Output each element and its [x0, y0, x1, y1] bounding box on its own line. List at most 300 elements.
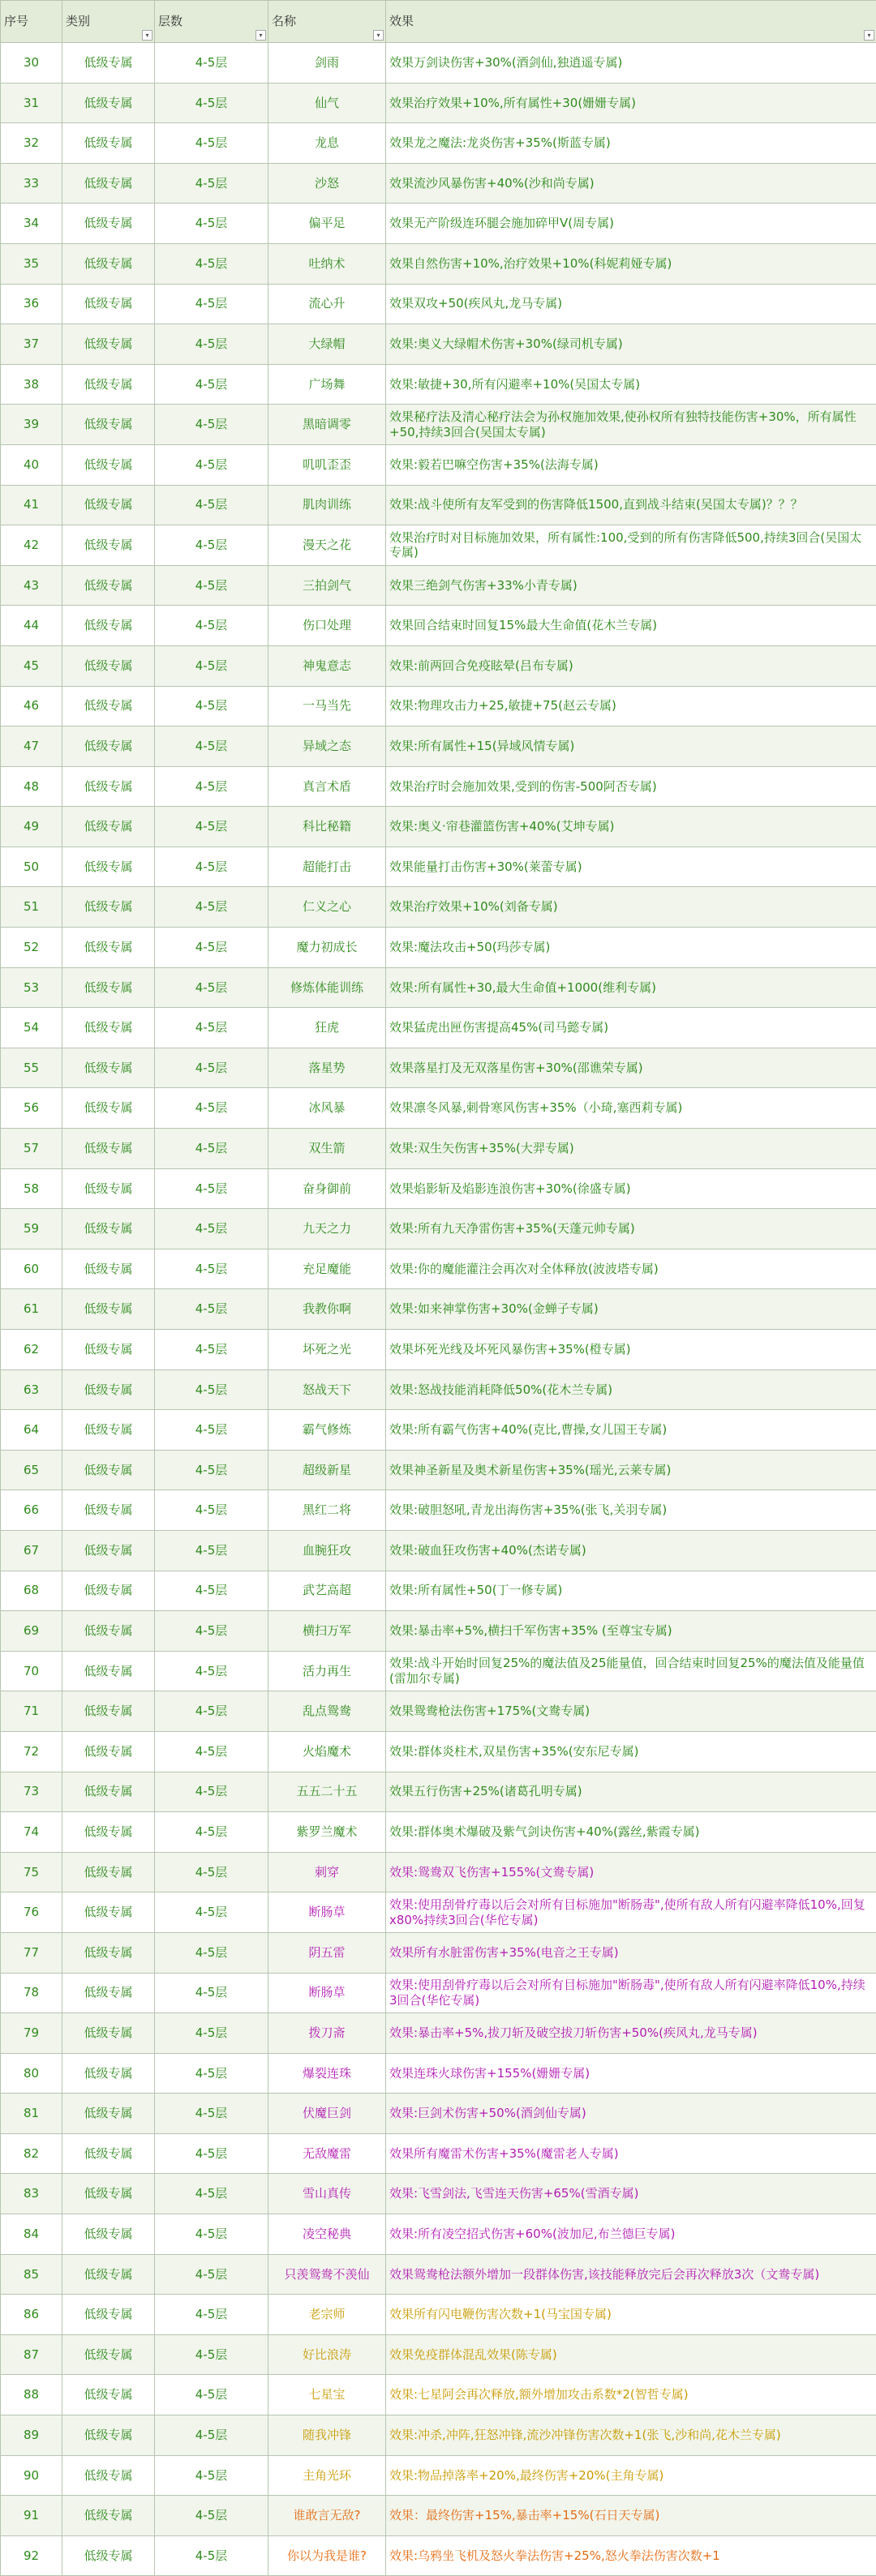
cell-effect[interactable]: 效果:所有凌空招式伤害+60%(波加尼,布兰德巨专属) — [386, 2214, 876, 2255]
cell-name[interactable]: 真言术盾 — [268, 766, 386, 807]
cell-no[interactable]: 38 — [1, 364, 62, 405]
cell-level[interactable]: 4-5层 — [155, 928, 268, 968]
cell-name[interactable]: 断肠草 — [268, 1892, 386, 1933]
cell-category[interactable]: 低级专属 — [62, 606, 155, 646]
cell-effect[interactable]: 效果:魔法攻击+50(玛莎专属) — [386, 928, 876, 968]
cell-no[interactable]: 64 — [1, 1410, 62, 1451]
cell-no[interactable]: 45 — [1, 645, 62, 686]
cell-effect[interactable]: 效果:飞雪剑法,飞雪连天伤害+65%(雪酒专属) — [386, 2174, 876, 2214]
cell-name[interactable]: 充足魔能 — [268, 1249, 386, 1289]
cell-no[interactable]: 37 — [1, 324, 62, 365]
cell-name[interactable]: 主角光环 — [268, 2455, 386, 2496]
cell-category[interactable]: 低级专属 — [62, 1973, 155, 2013]
cell-effect[interactable]: 效果:暴击率+5%,拔刀斩及破空拔刀斩伤害+50%(疾风丸,龙马专属) — [386, 2013, 876, 2054]
cell-effect[interactable]: 效果连珠火球伤害+155%(姗姗专属) — [386, 2053, 876, 2094]
cell-name[interactable]: 仙气 — [268, 83, 386, 123]
cell-category[interactable]: 低级专属 — [62, 1932, 155, 1973]
header-no[interactable] — [1, 1, 62, 43]
cell-no[interactable]: 43 — [1, 565, 62, 606]
cell-no[interactable]: 46 — [1, 686, 62, 727]
cell-effect[interactable]: 效果:乌鸦坐飞机及怒火拳法伤害+25%,怒火拳法伤害次数+1 — [386, 2535, 876, 2576]
cell-effect[interactable]: 效果:群体炎柱术,双星伤害+35%(安东尼专属) — [386, 1731, 876, 1772]
cell-effect[interactable]: 效果:巨剑术伤害+50%(酒剑仙专属) — [386, 2094, 876, 2134]
cell-no[interactable]: 42 — [1, 525, 62, 566]
cell-no[interactable]: 87 — [1, 2334, 62, 2375]
cell-category[interactable]: 低级专属 — [62, 2496, 155, 2536]
cell-level[interactable]: 4-5层 — [155, 1249, 268, 1289]
cell-level[interactable]: 4-5层 — [155, 1330, 268, 1370]
cell-category[interactable]: 低级专属 — [62, 1892, 155, 1933]
cell-category[interactable]: 低级专属 — [62, 2254, 155, 2295]
cell-effect[interactable]: 效果治疗效果+10%(刘备专属) — [386, 887, 876, 928]
cell-category[interactable]: 低级专属 — [62, 2214, 155, 2255]
cell-name[interactable]: 只羡鸳鸯不羡仙 — [268, 2254, 386, 2295]
cell-name[interactable]: 紫罗兰魔术 — [268, 1812, 386, 1853]
cell-name[interactable]: 黑暗调零 — [268, 405, 386, 445]
cell-name[interactable]: 阴五雷 — [268, 1932, 386, 1973]
cell-effect[interactable]: 效果:双生矢伤害+35%(大羿专属) — [386, 1129, 876, 1169]
cell-category[interactable]: 低级专属 — [62, 2295, 155, 2335]
cell-no[interactable]: 48 — [1, 766, 62, 807]
cell-name[interactable]: 五五二十五 — [268, 1772, 386, 1812]
cell-name[interactable]: 老宗师 — [268, 2295, 386, 2335]
cell-no[interactable]: 63 — [1, 1369, 62, 1410]
cell-category[interactable]: 低级专属 — [62, 1008, 155, 1048]
cell-level[interactable]: 4-5层 — [155, 2455, 268, 2496]
cell-effect[interactable]: 效果:奥义·帘巷灌篮伤害+40%(艾坤专属) — [386, 807, 876, 847]
cell-name[interactable]: 乱点鸳鸯 — [268, 1691, 386, 1732]
header-category[interactable] — [62, 1, 155, 43]
cell-effect[interactable]: 效果鸳鸯枪法伤害+175%(文鸯专属) — [386, 1691, 876, 1732]
cell-level[interactable]: 4-5层 — [155, 1973, 268, 2013]
cell-name[interactable]: 血腕狂攻 — [268, 1530, 386, 1571]
cell-category[interactable]: 低级专属 — [62, 485, 155, 525]
cell-effect[interactable]: 效果双攻+50(疾风丸,龙马专属) — [386, 284, 876, 324]
cell-no[interactable]: 70 — [1, 1651, 62, 1691]
cell-level[interactable]: 4-5层 — [155, 645, 268, 686]
cell-level[interactable]: 4-5层 — [155, 686, 268, 727]
cell-category[interactable]: 低级专属 — [62, 83, 155, 123]
cell-name[interactable]: 龙息 — [268, 123, 386, 164]
cell-level[interactable]: 4-5层 — [155, 1731, 268, 1772]
cell-effect[interactable]: 效果:群体奥术爆破及紫气剑诀伤害+40%(露丝,紫霞专属) — [386, 1812, 876, 1853]
cell-effect[interactable]: 效果治疗时会施加效果,受到的伤害-500阿否专属) — [386, 766, 876, 807]
cell-no[interactable]: 44 — [1, 606, 62, 646]
cell-level[interactable]: 4-5层 — [155, 1450, 268, 1490]
cell-level[interactable]: 4-5层 — [155, 2496, 268, 2536]
cell-category[interactable]: 低级专属 — [62, 163, 155, 204]
cell-name[interactable]: 谁敢言无敌? — [268, 2496, 386, 2536]
cell-level[interactable]: 4-5层 — [155, 2094, 268, 2134]
cell-no[interactable]: 92 — [1, 2535, 62, 2576]
header-effect[interactable] — [386, 1, 876, 43]
cell-name[interactable]: 一马当先 — [268, 686, 386, 727]
cell-level[interactable]: 4-5层 — [155, 284, 268, 324]
cell-name[interactable]: 仁义之心 — [268, 887, 386, 928]
cell-category[interactable]: 低级专属 — [62, 1048, 155, 1088]
cell-effect[interactable]: 效果:鸳鸯双飞伤害+155%(文鸯专属) — [386, 1852, 876, 1892]
cell-level[interactable]: 4-5层 — [155, 2053, 268, 2094]
cell-name[interactable]: 坏死之光 — [268, 1330, 386, 1370]
cell-name[interactable]: 霸气修炼 — [268, 1410, 386, 1451]
cell-name[interactable]: 凌空秘典 — [268, 2214, 386, 2255]
cell-level[interactable]: 4-5层 — [155, 2375, 268, 2415]
cell-level[interactable]: 4-5层 — [155, 766, 268, 807]
cell-no[interactable]: 47 — [1, 727, 62, 767]
cell-effect[interactable]: 效果神圣新星及奥术新星伤害+35%(瑶光,云莱专属) — [386, 1450, 876, 1490]
cell-no[interactable]: 60 — [1, 1249, 62, 1289]
cell-category[interactable]: 低级专属 — [62, 727, 155, 767]
cell-name[interactable]: 七星宝 — [268, 2375, 386, 2415]
cell-name[interactable]: 奋身御前 — [268, 1168, 386, 1209]
cell-level[interactable]: 4-5层 — [155, 43, 268, 84]
cell-level[interactable]: 4-5层 — [155, 1008, 268, 1048]
cell-category[interactable]: 低级专属 — [62, 284, 155, 324]
cell-no[interactable]: 56 — [1, 1088, 62, 1129]
cell-effect[interactable]: 效果:物理攻击力+25,敏捷+75(赵云专属) — [386, 686, 876, 727]
cell-category[interactable]: 低级专属 — [62, 1369, 155, 1410]
cell-name[interactable]: 冰风暴 — [268, 1088, 386, 1129]
cell-level[interactable]: 4-5层 — [155, 727, 268, 767]
cell-name[interactable]: 大绿帽 — [268, 324, 386, 365]
cell-level[interactable]: 4-5层 — [155, 163, 268, 204]
cell-name[interactable]: 伏魔巨剑 — [268, 2094, 386, 2134]
cell-category[interactable]: 低级专属 — [62, 324, 155, 365]
cell-name[interactable]: 武艺高超 — [268, 1571, 386, 1611]
cell-level[interactable]: 4-5层 — [155, 525, 268, 566]
cell-no[interactable]: 36 — [1, 284, 62, 324]
cell-level[interactable]: 4-5层 — [155, 1772, 268, 1812]
cell-effect[interactable]: 效果落星打及无双落星伤害+30%(邵谯荣专属) — [386, 1048, 876, 1088]
cell-no[interactable]: 53 — [1, 967, 62, 1008]
cell-category[interactable]: 低级专属 — [62, 525, 155, 566]
cell-name[interactable]: 魔力初成长 — [268, 928, 386, 968]
cell-category[interactable]: 低级专属 — [62, 405, 155, 445]
cell-no[interactable]: 75 — [1, 1852, 62, 1892]
cell-no[interactable]: 68 — [1, 1571, 62, 1611]
cell-category[interactable]: 低级专属 — [62, 1330, 155, 1370]
cell-no[interactable]: 31 — [1, 83, 62, 123]
cell-effect[interactable]: 效果:破胆怒吼,青龙出海伤害+35%(张飞,关羽专属) — [386, 1490, 876, 1531]
cell-name[interactable]: 漫天之花 — [268, 525, 386, 566]
cell-level[interactable]: 4-5层 — [155, 2174, 268, 2214]
cell-effect[interactable]: 效果回合结束时回复15%最大生命值(花木兰专属) — [386, 606, 876, 646]
cell-level[interactable]: 4-5层 — [155, 1651, 268, 1691]
cell-category[interactable]: 低级专属 — [62, 847, 155, 887]
cell-level[interactable]: 4-5层 — [155, 2295, 268, 2335]
cell-no[interactable]: 69 — [1, 1611, 62, 1652]
cell-name[interactable]: 怒战天下 — [268, 1369, 386, 1410]
cell-level[interactable]: 4-5层 — [155, 2013, 268, 2054]
cell-level[interactable]: 4-5层 — [155, 1812, 268, 1853]
cell-level[interactable]: 4-5层 — [155, 83, 268, 123]
cell-no[interactable]: 62 — [1, 1330, 62, 1370]
cell-effect[interactable]: 效果五行伤害+25%(诸葛孔明专属) — [386, 1772, 876, 1812]
cell-category[interactable]: 低级专属 — [62, 444, 155, 485]
cell-no[interactable]: 52 — [1, 928, 62, 968]
cell-name[interactable]: 拨刀斋 — [268, 2013, 386, 2054]
cell-category[interactable]: 低级专属 — [62, 928, 155, 968]
cell-level[interactable]: 4-5层 — [155, 2254, 268, 2295]
cell-name[interactable]: 三拍剑气 — [268, 565, 386, 606]
cell-name[interactable]: 九天之力 — [268, 1209, 386, 1249]
cell-level[interactable]: 4-5层 — [155, 2535, 268, 2576]
cell-no[interactable]: 90 — [1, 2455, 62, 2496]
cell-effect[interactable]: 效果:所有九天净雷伤害+35%(天蓬元帅专属) — [386, 1209, 876, 1249]
cell-name[interactable]: 爆裂连珠 — [268, 2053, 386, 2094]
cell-level[interactable]: 4-5层 — [155, 204, 268, 244]
cell-no[interactable]: 74 — [1, 1812, 62, 1853]
cell-category[interactable]: 低级专属 — [62, 2133, 155, 2174]
cell-level[interactable]: 4-5层 — [155, 1691, 268, 1732]
cell-effect[interactable]: 效果万剑诀伤害+30%(酒剑仙,独逍遥专属) — [386, 43, 876, 84]
cell-name[interactable]: 吐纳术 — [268, 243, 386, 284]
cell-level[interactable]: 4-5层 — [155, 1410, 268, 1451]
cell-name[interactable]: 叽叽歪歪 — [268, 444, 386, 485]
cell-level[interactable]: 4-5层 — [155, 405, 268, 445]
cell-name[interactable]: 流心升 — [268, 284, 386, 324]
cell-effect[interactable]: 效果:暴击率+5%,横扫千军伤害+35% (至尊宝专属) — [386, 1611, 876, 1652]
cell-category[interactable]: 低级专属 — [62, 1249, 155, 1289]
cell-level[interactable]: 4-5层 — [155, 1168, 268, 1209]
cell-category[interactable]: 低级专属 — [62, 887, 155, 928]
cell-level[interactable]: 4-5层 — [155, 1892, 268, 1933]
cell-category[interactable]: 低级专属 — [62, 1611, 155, 1652]
cell-no[interactable]: 55 — [1, 1048, 62, 1088]
cell-category[interactable]: 低级专属 — [62, 565, 155, 606]
cell-name[interactable]: 神鬼意志 — [268, 645, 386, 686]
cell-no[interactable]: 82 — [1, 2133, 62, 2174]
cell-name[interactable]: 异域之态 — [268, 727, 386, 767]
cell-level[interactable]: 4-5层 — [155, 1530, 268, 1571]
cell-category[interactable]: 低级专属 — [62, 364, 155, 405]
cell-effect[interactable]: 效果龙之魔法:龙炎伤害+35%(斯蓝专属) — [386, 123, 876, 164]
cell-no[interactable]: 88 — [1, 2375, 62, 2415]
cell-level[interactable]: 4-5层 — [155, 2214, 268, 2255]
cell-effect[interactable]: 效果所有闪电鞭伤害次数+1(马宝国专属) — [386, 2295, 876, 2335]
cell-no[interactable]: 59 — [1, 1209, 62, 1249]
cell-category[interactable]: 低级专属 — [62, 1731, 155, 1772]
filter-dropdown-icon[interactable]: ▾ — [864, 30, 874, 41]
cell-no[interactable]: 84 — [1, 2214, 62, 2255]
cell-effect[interactable]: 效果:七星阿会再次释放,额外增加攻击系数*2(智哲专属) — [386, 2375, 876, 2415]
header-level[interactable] — [155, 1, 268, 43]
cell-effect[interactable]: 效果:怒战技能消耗降低50%(花木兰专属) — [386, 1369, 876, 1410]
cell-name[interactable]: 广场舞 — [268, 364, 386, 405]
cell-category[interactable]: 低级专属 — [62, 2053, 155, 2094]
cell-name[interactable]: 科比秘籍 — [268, 807, 386, 847]
cell-effect[interactable]: 效果:所有霸气伤害+40%(克比,曹操,女儿国王专属) — [386, 1410, 876, 1451]
cell-name[interactable]: 断肠草 — [268, 1973, 386, 2013]
cell-level[interactable]: 4-5层 — [155, 123, 268, 164]
cell-name[interactable]: 伤口处理 — [268, 606, 386, 646]
cell-no[interactable]: 78 — [1, 1973, 62, 2013]
cell-name[interactable]: 肌肉训练 — [268, 485, 386, 525]
cell-level[interactable]: 4-5层 — [155, 324, 268, 365]
cell-level[interactable]: 4-5层 — [155, 485, 268, 525]
cell-name[interactable]: 剑雨 — [268, 43, 386, 84]
cell-effect[interactable]: 效果:敏捷+30,所有闪避率+10%(吴国太专属) — [386, 364, 876, 405]
cell-no[interactable]: 49 — [1, 807, 62, 847]
cell-no[interactable]: 33 — [1, 163, 62, 204]
cell-category[interactable]: 低级专属 — [62, 1772, 155, 1812]
cell-category[interactable]: 低级专属 — [62, 1490, 155, 1531]
cell-level[interactable]: 4-5层 — [155, 1571, 268, 1611]
cell-name[interactable]: 双生箭 — [268, 1129, 386, 1169]
cell-name[interactable]: 无敌魔雷 — [268, 2133, 386, 2174]
cell-level[interactable]: 4-5层 — [155, 807, 268, 847]
cell-category[interactable]: 低级专属 — [62, 2455, 155, 2496]
cell-category[interactable]: 低级专属 — [62, 967, 155, 1008]
cell-effect[interactable]: 效果所有魔雷术伤害+35%(魔雷老人专属) — [386, 2133, 876, 2174]
cell-level[interactable]: 4-5层 — [155, 1048, 268, 1088]
cell-effect[interactable]: 效果治疗时对目标施加效果，所有属性:100,受到的所有伤害降低500,持续3回合(吴国太专属) — [386, 525, 876, 566]
cell-no[interactable]: 83 — [1, 2174, 62, 2214]
cell-level[interactable]: 4-5层 — [155, 2133, 268, 2174]
cell-effect[interactable]: 效果:如来神掌伤害+30%(金蝉子专属) — [386, 1289, 876, 1330]
cell-no[interactable]: 32 — [1, 123, 62, 164]
cell-effect[interactable]: 效果治疗效果+10%,所有属性+30(姗姗专属) — [386, 83, 876, 123]
cell-category[interactable]: 低级专属 — [62, 2375, 155, 2415]
cell-no[interactable]: 80 — [1, 2053, 62, 2094]
cell-category[interactable]: 低级专属 — [62, 1450, 155, 1490]
cell-level[interactable]: 4-5层 — [155, 1129, 268, 1169]
cell-effect[interactable]: 效果所有水脏雷伤害+35%(电音之王专属) — [386, 1932, 876, 1973]
cell-category[interactable]: 低级专属 — [62, 2094, 155, 2134]
cell-effect[interactable]: 效果:所有属性+50(丁一修专属) — [386, 1571, 876, 1611]
cell-category[interactable]: 低级专属 — [62, 2334, 155, 2375]
cell-no[interactable]: 76 — [1, 1892, 62, 1933]
cell-name[interactable]: 修炼体能训练 — [268, 967, 386, 1008]
cell-name[interactable]: 随我冲锋 — [268, 2415, 386, 2456]
cell-no[interactable]: 72 — [1, 1731, 62, 1772]
cell-level[interactable]: 4-5层 — [155, 444, 268, 485]
cell-name[interactable]: 活力再生 — [268, 1651, 386, 1691]
cell-effect[interactable]: 效果能量打击伤害+30%(莱蕾专属) — [386, 847, 876, 887]
cell-no[interactable]: 30 — [1, 43, 62, 84]
cell-level[interactable]: 4-5层 — [155, 2334, 268, 2375]
cell-no[interactable]: 50 — [1, 847, 62, 887]
cell-category[interactable]: 低级专属 — [62, 2013, 155, 2054]
cell-no[interactable]: 89 — [1, 2415, 62, 2456]
cell-name[interactable]: 黑红二将 — [268, 1490, 386, 1531]
cell-level[interactable]: 4-5层 — [155, 1289, 268, 1330]
cell-effect[interactable]: 效果无产阶级连环腿会施加碎甲V(周专属) — [386, 204, 876, 244]
cell-no[interactable]: 51 — [1, 887, 62, 928]
cell-no[interactable]: 77 — [1, 1932, 62, 1973]
cell-effect[interactable]: 效果:所有属性+15(异域风情专属) — [386, 727, 876, 767]
cell-no[interactable]: 86 — [1, 2295, 62, 2335]
cell-category[interactable]: 低级专属 — [62, 1129, 155, 1169]
cell-category[interactable]: 低级专属 — [62, 686, 155, 727]
cell-no[interactable]: 41 — [1, 485, 62, 525]
cell-effect[interactable]: 效果:所有属性+30,最大生命值+1000(维利专属) — [386, 967, 876, 1008]
cell-no[interactable]: 73 — [1, 1772, 62, 1812]
cell-effect[interactable]: 效果:你的魔能灌注会再次对全体释放(波波塔专属) — [386, 1249, 876, 1289]
cell-name[interactable]: 偏平足 — [268, 204, 386, 244]
filter-dropdown-icon[interactable]: ▾ — [256, 30, 266, 41]
cell-level[interactable]: 4-5层 — [155, 2415, 268, 2456]
cell-category[interactable]: 低级专属 — [62, 243, 155, 284]
cell-level[interactable]: 4-5层 — [155, 1932, 268, 1973]
cell-no[interactable]: 71 — [1, 1691, 62, 1732]
cell-effect[interactable]: 效果:使用刮骨疗毒以后会对所有目标施加"断肠毒",使所有敌人所有闪避率降低10%,持续3回合(华佗专属) — [386, 1973, 876, 2013]
cell-effect[interactable]: 效果秘疗法及清心秘疗法会为孙权施加效果,使孙权所有独特技能伤害+30%，所有属性+50,持续3回合(吴国太专属) — [386, 405, 876, 445]
cell-category[interactable]: 低级专属 — [62, 766, 155, 807]
cell-no[interactable]: 67 — [1, 1530, 62, 1571]
cell-level[interactable]: 4-5层 — [155, 1088, 268, 1129]
cell-name[interactable]: 刺穿 — [268, 1852, 386, 1892]
cell-name[interactable]: 火焰魔术 — [268, 1731, 386, 1772]
cell-name[interactable]: 落星势 — [268, 1048, 386, 1088]
cell-category[interactable]: 低级专属 — [62, 1289, 155, 1330]
cell-name[interactable]: 我教你啊 — [268, 1289, 386, 1330]
cell-effect[interactable]: 效果凛冬风暴,刺骨寒风伤害+35%（小琦,塞西莉专属) — [386, 1088, 876, 1129]
cell-effect[interactable]: 效果:冲杀,冲阵,狂怒冲锋,流沙冲锋伤害次数+1(张飞,沙和尚,花木兰专属) — [386, 2415, 876, 2456]
cell-effect[interactable]: 效果流沙风暴伤害+40%(沙和尚专属) — [386, 163, 876, 204]
cell-effect[interactable]: 效果免疫群体混乱效果(陈专属) — [386, 2334, 876, 2375]
filter-dropdown-icon[interactable]: ▾ — [142, 30, 152, 41]
cell-category[interactable]: 低级专属 — [62, 43, 155, 84]
cell-effect[interactable]: 效果:前两回合免疫眩晕(吕布专属) — [386, 645, 876, 686]
cell-category[interactable]: 低级专属 — [62, 1410, 155, 1451]
cell-effect[interactable]: 效果:物品掉落率+20%,最终伤害+20%(主角专属) — [386, 2455, 876, 2496]
cell-level[interactable]: 4-5层 — [155, 1611, 268, 1652]
cell-name[interactable]: 沙怒 — [268, 163, 386, 204]
cell-effect[interactable]: 效果:破血狂攻伤害+40%(杰诺专属) — [386, 1530, 876, 1571]
cell-category[interactable]: 低级专属 — [62, 1571, 155, 1611]
cell-name[interactable]: 超级新星 — [268, 1450, 386, 1490]
cell-no[interactable]: 66 — [1, 1490, 62, 1531]
cell-effect[interactable]: 效果：最终伤害+15%,暴击率+15%(石日天专属) — [386, 2496, 876, 2536]
cell-category[interactable]: 低级专属 — [62, 1209, 155, 1249]
cell-level[interactable]: 4-5层 — [155, 847, 268, 887]
cell-category[interactable]: 低级专属 — [62, 123, 155, 164]
cell-category[interactable]: 低级专属 — [62, 2415, 155, 2456]
cell-name[interactable]: 超能打击 — [268, 847, 386, 887]
cell-no[interactable]: 65 — [1, 1450, 62, 1490]
cell-level[interactable]: 4-5层 — [155, 887, 268, 928]
cell-category[interactable]: 低级专属 — [62, 807, 155, 847]
cell-no[interactable]: 91 — [1, 2496, 62, 2536]
cell-effect[interactable]: 效果:战斗使所有友军受到的伤害降低1500,直到战斗结束(吴国太专属)？？？ — [386, 485, 876, 525]
cell-no[interactable]: 40 — [1, 444, 62, 485]
cell-effect[interactable]: 效果三绝剑气伤害+33%小青专属) — [386, 565, 876, 606]
cell-no[interactable]: 54 — [1, 1008, 62, 1048]
cell-category[interactable]: 低级专属 — [62, 1168, 155, 1209]
cell-level[interactable]: 4-5层 — [155, 1209, 268, 1249]
cell-level[interactable]: 4-5层 — [155, 1490, 268, 1531]
cell-category[interactable]: 低级专属 — [62, 1852, 155, 1892]
cell-effect[interactable]: 效果:奥义大绿帽术伤害+30%(绿司机专属) — [386, 324, 876, 365]
cell-no[interactable]: 79 — [1, 2013, 62, 2054]
cell-category[interactable]: 低级专属 — [62, 645, 155, 686]
cell-effect[interactable]: 效果自然伤害+10%,治疗效果+10%(科妮莉娅专属) — [386, 243, 876, 284]
cell-no[interactable]: 34 — [1, 204, 62, 244]
cell-effect[interactable]: 效果:战斗开始时回复25%的魔法值及25能量值，回合结束时回复25%的魔法值及能量值(雷加尔专属) — [386, 1651, 876, 1691]
cell-level[interactable]: 4-5层 — [155, 243, 268, 284]
cell-name[interactable]: 狂虎 — [268, 1008, 386, 1048]
cell-name[interactable]: 你以为我是谁? — [268, 2535, 386, 2576]
cell-effect[interactable]: 效果焰影斩及焰影连浪伤害+30%(徐盛专属) — [386, 1168, 876, 1209]
cell-category[interactable]: 低级专属 — [62, 1088, 155, 1129]
cell-effect[interactable]: 效果:毅若巴嘛空伤害+35%(法海专属) — [386, 444, 876, 485]
cell-no[interactable]: 61 — [1, 1289, 62, 1330]
cell-category[interactable]: 低级专属 — [62, 1530, 155, 1571]
cell-no[interactable]: 81 — [1, 2094, 62, 2134]
cell-category[interactable]: 低级专属 — [62, 204, 155, 244]
cell-level[interactable]: 4-5层 — [155, 565, 268, 606]
